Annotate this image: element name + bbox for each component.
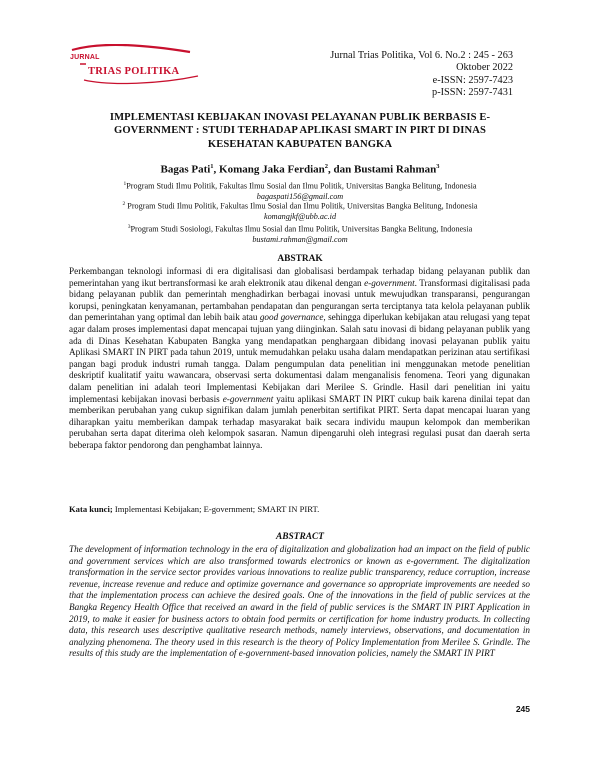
abstrak-text: Perkembangan teknologi informasi di era digitalisasi dan globalisasi berdampak terhadap bidang pelayanan publik dan pemerintahan yang ikut bertransformasi ke arah elektronik atau dikenal dengan	[69, 266, 530, 288]
affiliation-text: Program Studi Ilmu Politik, Fakultas Ilmu Sosial dan Ilmu Politik, Universitas Bangka Belitung, Indonesia	[125, 201, 478, 211]
journal-logo	[70, 44, 210, 96]
affiliation-2	[70, 199, 530, 223]
author-email: komangjkf@ubb.ac.id	[263, 212, 337, 222]
journal-citation: Jurnal Trias Politika, Vol 6. No.2 : 245 - 263	[330, 50, 513, 61]
author-email: bagaspati156@gmail.com	[256, 192, 344, 202]
journal-eissn: e-ISSN: 2597-7423	[432, 74, 513, 86]
author-1-sup: 1	[210, 163, 214, 170]
author-2: Komang Jaka Ferdian	[219, 163, 325, 176]
abstrak-emphasis: good governance	[259, 312, 324, 323]
journal-info	[330, 50, 513, 100]
affiliation-sup: 1	[123, 181, 127, 187]
affiliation-sup: 3	[127, 224, 131, 230]
affiliation-sup: 2	[122, 201, 126, 207]
abstrak-heading: ABSTRAK	[277, 254, 323, 264]
affiliation-3	[70, 222, 530, 246]
abstrak-emphasis: e-government	[364, 277, 415, 288]
author-2-sup: 2	[324, 163, 329, 170]
logo-text-small: JURNAL	[70, 54, 100, 61]
abstrak-emphasis: e-government	[222, 393, 274, 404]
journal-pissn: p-ISSN: 2597-7431	[432, 87, 513, 99]
author-3-sup: 3	[436, 163, 440, 170]
abstract-body: The development of information technology in the era of digitalization and globalization had an impact on the field of public and government services which are also transformed towards electronics or known as e-government. The digitalization transformation in the service sector provides various innovations to realize public transparency, reduce corruption, increase revenue, increase revenue and reduce and optimize governance and governance so appropriate improvements are needed so that the implementation process can achieve the desired goals. One of the innovations in the field of public services at the Bangka Regency Health Office that received an award in the field of public services is the SMART IN PIRT Application in 2019, to make it easier for business actors to obtain food permits or certification for home industry products. In collecting data, this research uses descriptive qualitative research methods, namely interviews, observations, and documentation in analyzing phenomena. The theory used in this research is the theory of Policy Implementation from Merilee S. Grindle. The results of this study are the implementation of e-government-based innovation policies, namely the SMART IN PIRT	[69, 544, 530, 659]
author-separator: , dan	[328, 163, 355, 176]
author-1: Bagas Pati	[160, 163, 211, 176]
abstrak-text: . Transformasi digitalisasi pada bidang pelayanan publik dan pemerintah menghadirkan berbagai inovasi untuk mewujudkan transparansi, pengurangan korupsi, peningkatan kenyamanan, pertambahan pendapatan dan pengurangan serta terciptanya tata kelola pelayanan publik dan pemerintahan yang optimal dan lebih baik atau	[69, 277, 530, 323]
logo-text-big: TRIAS POLITIKA	[88, 66, 180, 77]
abstrak-text: , sehingga diperlukan kebijakan atau relugasi yang tepat agar dalam proses implementasi dapat mencapai tujuan yang diinginkan. Salah satu inovasi di bidang pelayanan publik yang ada di Dinas Kesehatan Kabupaten Bangka yang mendapatkan penghargaan dibidang inovasi pelayanan publik yaitu Aplikasi SMART IN PIRT pada tahun 2019, untuk memudahkan pelaku usaha dalam mendapatkan perizinan atau sertifikasi pangan bagi produk industri rumah tangga. Dalam pengumpulan data penelitian ini menggunakan metode penelitian deskriptif kualitatif yaitu wawancara, observasi serta dokumentasi dalam menganalisis fenomena. Teori yang digunakan dalam penelitian ini adalah teori Implementasi Kebijakan dari Merilee S. Grindle. Hasil dari penelitian ini yaitu implementasi kebijakan inovasi berbasis	[69, 312, 530, 404]
journal-date: Oktober 2022	[456, 62, 513, 74]
author-3: Bustami Rahman	[354, 163, 437, 176]
affiliation-text: Program Studi Ilmu Politik, Fakultas Ilmu Sosial dan Ilmu Politik, Universitas Bangka Belitung, Indonesia	[126, 181, 477, 191]
affiliation-text: Program Studi Sosiologi, Fakultas Ilmu Sosial dan Ilmu Politik, Universitas Bangka Belitung, Indonesia	[130, 224, 473, 234]
keywords	[69, 504, 530, 514]
abstrak-text: yaitu aplikasi SMART IN PIRT cukup baik karena dinilai tepat dan memberikan perubahan yang cukup signifikan dalam jumlah penerbitan sertifikat PIRT. Serta dapat mencapai luaran yang diharapkan yaitu memberikan dampak terhadap masyarakat baik secara individu maupun kelompok dan memberikan perubahan serta dapat diterima oleh kelompok sasaran. Namun dipengaruhi oleh integrasi regulasi pusat dan daerah serta beberapa faktor pendorong dan penghambat lainnya.	[69, 393, 530, 450]
page-number: 245	[515, 704, 530, 714]
author-line	[70, 163, 530, 176]
abstract-heading: ABSTRACT	[276, 532, 324, 542]
author-separator: ,	[213, 163, 220, 176]
author-email: bustami.rahman@gmail.com	[252, 235, 348, 245]
keywords-text: Implementasi Kebijakan; E-government; SMART IN PIRT.	[112, 504, 320, 514]
abstrak-body	[69, 266, 530, 452]
keywords-label: Kata kunci;	[69, 504, 113, 514]
paper-title: IMPLEMENTASI KEBIJAKAN INOVASI PELAYANAN PUBLIK BERBASIS E-GOVERNMENT : STUDI TERHADAP APLIKASI SMART IN PIRT DI DINAS KESEHATAN KABUPATEN BANGKA	[109, 112, 491, 150]
